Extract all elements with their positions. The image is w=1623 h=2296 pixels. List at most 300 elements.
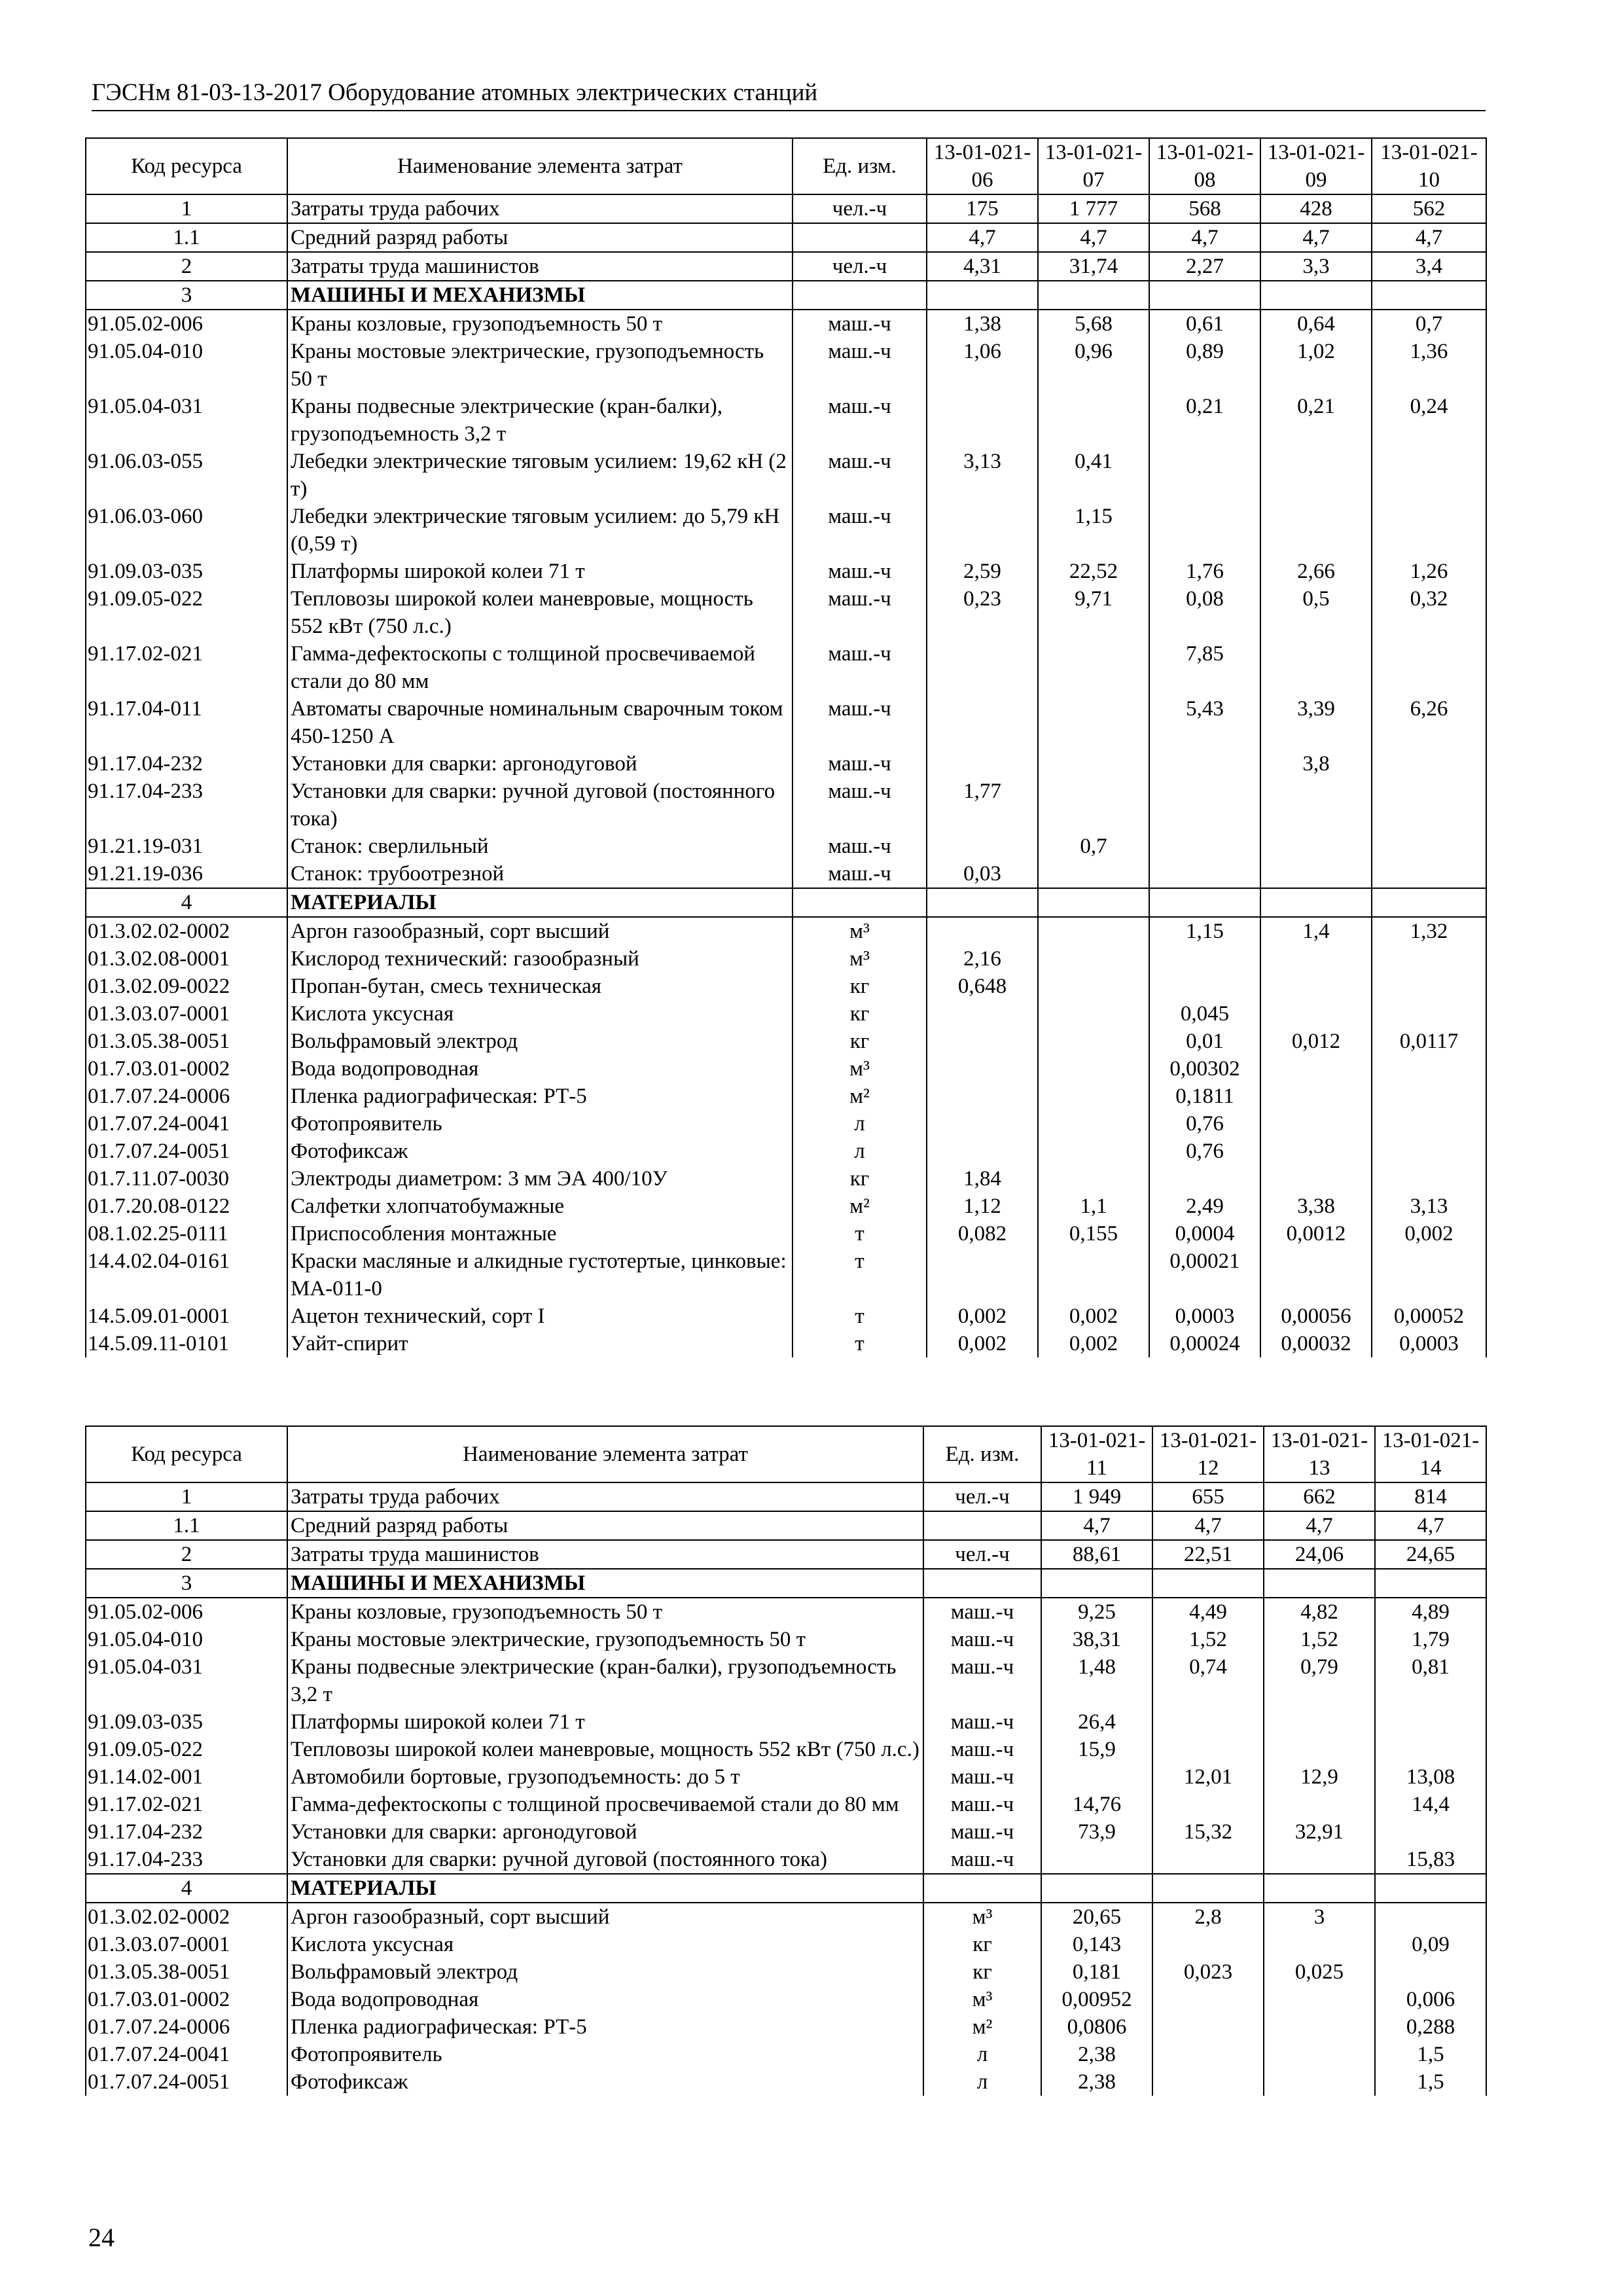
value-cell: [1260, 888, 1372, 917]
section-row: [86, 1874, 1486, 1903]
unit-cell: т: [793, 1302, 927, 1330]
value-cell: 1,52: [1152, 1626, 1264, 1653]
value-cell: 0,00056: [1260, 1302, 1372, 1330]
resource-name: Установки для сварки: ручной дуговой (постоянного тока): [287, 1846, 923, 1874]
unit-cell: л: [793, 1138, 927, 1165]
resource-name: Краны мостовые электрические, грузоподъемность 50 т: [287, 338, 793, 393]
resource-code: 91.21.19-036: [86, 860, 287, 888]
value-cell: [927, 750, 1038, 778]
unit-cell: л: [793, 1110, 927, 1138]
resource-name: Аргон газообразный, сорт высший: [287, 917, 793, 945]
value-cell: [1264, 1708, 1375, 1736]
value-cell: [1372, 973, 1486, 1000]
resource-code: 2: [86, 1540, 287, 1569]
value-cell: [1260, 1000, 1372, 1028]
value-cell: 31,74: [1038, 252, 1149, 281]
resource-code: 01.7.07.24-0041: [86, 2041, 287, 2068]
value-cell: 0,81: [1375, 1653, 1486, 1708]
value-cell: 4,31: [927, 252, 1038, 281]
value-cell: 2,8: [1152, 1903, 1264, 1931]
value-cell: [1152, 2041, 1264, 2068]
value-cell: 1,5: [1375, 2041, 1486, 2068]
resource-name: Краны козловые, грузоподъемность 50 т: [287, 1598, 923, 1626]
value-cell: [1372, 1247, 1486, 1302]
value-cell: [1372, 1165, 1486, 1193]
resource-code: 3: [86, 1569, 287, 1598]
resource-code: 91.17.02-021: [86, 640, 287, 695]
resource-name: Станок: сверлильный: [287, 833, 793, 860]
value-cell: 2,49: [1149, 1193, 1260, 1220]
table-row: [86, 1791, 1486, 1818]
table-body: [86, 1482, 1486, 2096]
value-cell: [1260, 778, 1372, 833]
resource-name: Фотопроявитель: [287, 2041, 923, 2068]
value-cell: 4,7: [1375, 1511, 1486, 1540]
value-cell: [1372, 778, 1486, 833]
value-cell: 4,82: [1264, 1598, 1375, 1626]
value-cell: [1372, 1000, 1486, 1028]
value-cell: [1152, 1846, 1264, 1874]
value-cell: [1375, 1736, 1486, 1763]
value-cell: [1149, 750, 1260, 778]
resource-name: Фотофиксаж: [287, 2068, 923, 2096]
value-cell: [927, 1138, 1038, 1165]
value-cell: [1149, 973, 1260, 1000]
value-cell: [1149, 860, 1260, 888]
unit-cell: [923, 1569, 1041, 1598]
value-cell: 0,00302: [1149, 1055, 1260, 1083]
resource-name: Салфетки хлопчатобумажные: [287, 1193, 793, 1220]
resource-code: 91.17.04-233: [86, 778, 287, 833]
value-cell: 22,51: [1152, 1540, 1264, 1569]
table-row: [86, 2041, 1486, 2068]
value-cell: [927, 1000, 1038, 1028]
resource-code: 01.7.07.24-0051: [86, 1138, 287, 1165]
value-cell: [1038, 750, 1149, 778]
value-cell: 0,181: [1041, 1958, 1152, 1986]
value-cell: [1038, 281, 1149, 310]
unit-cell: чел.-ч: [793, 252, 927, 281]
resource-name: Краны козловые, грузоподъемность 50 т: [287, 310, 793, 338]
resource-code: 91.21.19-031: [86, 833, 287, 860]
unit-cell: [923, 1874, 1041, 1903]
unit-cell: м³: [793, 917, 927, 945]
resource-code: 01.7.20.08-0122: [86, 1193, 287, 1220]
header-unit: Ед. изм.: [923, 1426, 1041, 1482]
value-cell: 0,5: [1260, 585, 1372, 640]
unit-cell: кг: [923, 1931, 1041, 1958]
unit-cell: маш.-ч: [923, 1626, 1041, 1653]
value-cell: 5,68: [1038, 310, 1149, 338]
table-row: [86, 973, 1486, 1000]
resource-code: 01.7.07.24-0041: [86, 1110, 287, 1138]
value-cell: 0,012: [1260, 1028, 1372, 1055]
value-cell: [927, 503, 1038, 558]
value-cell: [1041, 1763, 1152, 1791]
value-cell: [1375, 1958, 1486, 1986]
value-cell: 0,0117: [1372, 1028, 1486, 1055]
resource-name: Лебедки электрические тяговым усилием: до 5,79 кН (0,59 т): [287, 503, 793, 558]
value-cell: [1260, 1138, 1372, 1165]
value-cell: 0,24: [1372, 393, 1486, 448]
value-cell: [927, 888, 1038, 917]
table-row: [86, 1165, 1486, 1193]
value-cell: 4,7: [1152, 1511, 1264, 1540]
unit-cell: маш.-ч: [793, 338, 927, 393]
value-cell: 3,3: [1260, 252, 1372, 281]
unit-cell: маш.-ч: [793, 833, 927, 860]
value-cell: 3,4: [1372, 252, 1486, 281]
value-cell: [1038, 1000, 1149, 1028]
value-cell: 0,006: [1375, 1986, 1486, 2013]
value-cell: 14,76: [1041, 1791, 1152, 1818]
value-cell: [1375, 1708, 1486, 1736]
resource-name: Тепловозы широкой колеи маневровые, мощность 552 кВт (750 л.с.): [287, 585, 793, 640]
unit-cell: маш.-ч: [793, 778, 927, 833]
unit-cell: т: [793, 1330, 927, 1357]
value-cell: [1038, 1165, 1149, 1193]
table-row: [86, 2068, 1486, 2096]
value-cell: 0,0003: [1372, 1330, 1486, 1357]
unit-cell: маш.-ч: [923, 1763, 1041, 1791]
value-cell: [1149, 833, 1260, 860]
table-row: [86, 1482, 1486, 1511]
unit-cell: маш.-ч: [923, 1818, 1041, 1846]
resource-name: Кислота уксусная: [287, 1000, 793, 1028]
value-cell: 20,65: [1041, 1903, 1152, 1931]
value-cell: 0,01: [1149, 1028, 1260, 1055]
unit-cell: маш.-ч: [923, 1708, 1041, 1736]
table-row: [86, 1247, 1486, 1302]
value-cell: [1260, 945, 1372, 973]
resource-name: Уайт-спирит: [287, 1330, 793, 1357]
value-cell: [1260, 503, 1372, 558]
table-row: [86, 1110, 1486, 1138]
value-cell: [1372, 1055, 1486, 1083]
value-cell: 562: [1372, 194, 1486, 223]
value-cell: 26,4: [1041, 1708, 1152, 1736]
resource-name: Гамма-дефектоскопы с толщиной просвечиваемой стали до 80 мм: [287, 640, 793, 695]
value-cell: [1041, 1569, 1152, 1598]
value-cell: [1264, 2068, 1375, 2096]
resource-name: Пленка радиографическая: РТ-5: [287, 1083, 793, 1110]
resource-code: 91.17.04-011: [86, 695, 287, 750]
resource-name: Фотофиксаж: [287, 1138, 793, 1165]
table-row: [86, 585, 1486, 640]
value-cell: 814: [1375, 1482, 1486, 1511]
resource-code: 91.06.03-060: [86, 503, 287, 558]
unit-cell: кг: [793, 973, 927, 1000]
table-row: [86, 1083, 1486, 1110]
value-cell: 15,9: [1041, 1736, 1152, 1763]
value-cell: 15,83: [1375, 1846, 1486, 1874]
unit-cell: м³: [923, 1903, 1041, 1931]
resource-code: 4: [86, 888, 287, 917]
value-cell: 4,7: [1372, 223, 1486, 252]
resource-name: Установки для сварки: аргонодуговой: [287, 1818, 923, 1846]
value-cell: [1260, 1055, 1372, 1083]
unit-cell: м²: [793, 1193, 927, 1220]
value-cell: 2,38: [1041, 2068, 1152, 2096]
value-cell: [1038, 778, 1149, 833]
unit-cell: маш.-ч: [793, 695, 927, 750]
value-cell: 0,61: [1149, 310, 1260, 338]
resource-name: Тепловозы широкой колеи маневровые, мощность 552 кВт (750 л.с.): [287, 1736, 923, 1763]
section-row: [86, 281, 1486, 310]
value-cell: [1152, 1931, 1264, 1958]
resource-name: Краны подвесные электрические (кран-балки), грузоподъемность 3,2 т: [287, 1653, 923, 1708]
value-cell: [1264, 1931, 1375, 1958]
table-row: [86, 1540, 1486, 1569]
value-cell: [1152, 1569, 1264, 1598]
value-cell: [927, 1028, 1038, 1055]
value-cell: [927, 695, 1038, 750]
resource-code: 01.3.05.38-0051: [86, 1958, 287, 1986]
value-cell: 0,08: [1149, 585, 1260, 640]
resource-name: МАШИНЫ И МЕХАНИЗМЫ: [287, 281, 793, 310]
resource-code: 14.5.09.11-0101: [86, 1330, 287, 1357]
resource-code: 91.17.04-233: [86, 1846, 287, 1874]
value-cell: [1260, 1110, 1372, 1138]
value-cell: [1152, 2013, 1264, 2041]
value-cell: 0,7: [1372, 310, 1486, 338]
value-cell: 1,84: [927, 1165, 1038, 1193]
resource-name: Затраты труда машинистов: [287, 252, 793, 281]
resource-code: 01.7.07.24-0006: [86, 2013, 287, 2041]
value-cell: [1149, 448, 1260, 503]
resource-code: 01.7.03.01-0002: [86, 1986, 287, 2013]
table-row: [86, 1138, 1486, 1165]
value-cell: [1264, 1569, 1375, 1598]
value-cell: 0,0003: [1149, 1302, 1260, 1330]
value-cell: [1372, 945, 1486, 973]
resource-name: Средний разряд работы: [287, 223, 793, 252]
resource-code: 01.3.02.02-0002: [86, 917, 287, 945]
value-cell: [1260, 281, 1372, 310]
value-cell: [1372, 888, 1486, 917]
table-row: [86, 750, 1486, 778]
resource-name: Краны подвесные электрические (кран-балки), грузоподъемность 3,2 т: [287, 393, 793, 448]
value-cell: 3,38: [1260, 1193, 1372, 1220]
table-row: [86, 1708, 1486, 1736]
value-cell: [1264, 2041, 1375, 2068]
table-row: [86, 640, 1486, 695]
value-cell: [1372, 860, 1486, 888]
value-cell: [1038, 917, 1149, 945]
value-cell: [1038, 945, 1149, 973]
value-cell: 0,09: [1375, 1931, 1486, 1958]
resource-code: 1.1: [86, 223, 287, 252]
table-row: [86, 1763, 1486, 1791]
table-row: [86, 1958, 1486, 1986]
resource-name: Ацетон технический, сорт I: [287, 1302, 793, 1330]
value-cell: [1152, 1874, 1264, 1903]
unit-cell: маш.-ч: [923, 1653, 1041, 1708]
table-row: [86, 1931, 1486, 1958]
value-cell: [1149, 778, 1260, 833]
value-cell: [1038, 640, 1149, 695]
value-cell: [1264, 1846, 1375, 1874]
resource-name: Гамма-дефектоскопы с толщиной просвечиваемой стали до 80 мм: [287, 1791, 923, 1818]
resource-name: Пленка радиографическая: РТ-5: [287, 2013, 923, 2041]
value-cell: 38,31: [1041, 1626, 1152, 1653]
table-row: [86, 1028, 1486, 1055]
value-cell: [1152, 2068, 1264, 2096]
value-cell: [1264, 1874, 1375, 1903]
value-cell: 4,7: [1149, 223, 1260, 252]
value-cell: [1264, 1986, 1375, 2013]
value-cell: [1372, 1083, 1486, 1110]
resource-name: Средний разряд работы: [287, 1511, 923, 1540]
value-cell: [1372, 640, 1486, 695]
unit-cell: м³: [793, 1055, 927, 1083]
unit-cell: маш.-ч: [793, 558, 927, 585]
value-cell: 13,08: [1375, 1763, 1486, 1791]
value-cell: 428: [1260, 194, 1372, 223]
resource-name: Вольфрамовый электрод: [287, 1958, 923, 1986]
resource-code: 91.05.04-031: [86, 1653, 287, 1708]
resource-name: Затраты труда рабочих: [287, 194, 793, 223]
table-row: [86, 917, 1486, 945]
value-cell: 0,002: [1038, 1330, 1149, 1357]
value-cell: 0,00032: [1260, 1330, 1372, 1357]
resource-name: Краны мостовые электрические, грузоподъемность 50 т: [287, 1626, 923, 1653]
unit-cell: маш.-ч: [923, 1736, 1041, 1763]
table-row: [86, 695, 1486, 750]
value-cell: 2,38: [1041, 2041, 1152, 2068]
document-header: [92, 77, 1486, 111]
table-row: [86, 778, 1486, 833]
value-cell: 0,21: [1149, 393, 1260, 448]
value-cell: 1,79: [1375, 1626, 1486, 1653]
resource-code: 01.7.11.07-0030: [86, 1165, 287, 1193]
value-cell: 24,06: [1264, 1540, 1375, 1569]
value-cell: 1,5: [1375, 2068, 1486, 2096]
value-cell: 24,65: [1375, 1540, 1486, 1569]
resource-code: 91.09.03-035: [86, 1708, 287, 1736]
value-cell: 0,96: [1038, 338, 1149, 393]
value-cell: [1038, 1110, 1149, 1138]
value-cell: 175: [927, 194, 1038, 223]
value-cell: 4,7: [927, 223, 1038, 252]
value-cell: 0,41: [1038, 448, 1149, 503]
value-cell: [1260, 640, 1372, 695]
value-cell: 0,79: [1264, 1653, 1375, 1708]
value-cell: [1375, 1903, 1486, 1931]
unit-cell: [793, 281, 927, 310]
header-col: 13-01-021-10: [1372, 138, 1486, 194]
value-cell: 0,89: [1149, 338, 1260, 393]
unit-cell: [793, 888, 927, 917]
table-row: [86, 833, 1486, 860]
value-cell: [1149, 281, 1260, 310]
resource-name: Приспособления монтажные: [287, 1220, 793, 1247]
resource-code: 08.1.02.25-0111: [86, 1220, 287, 1247]
resource-code: 91.09.05-022: [86, 1736, 287, 1763]
resource-name: Затраты труда машинистов: [287, 1540, 923, 1569]
value-cell: 1 949: [1041, 1482, 1152, 1511]
value-cell: [1260, 833, 1372, 860]
resource-code: 91.09.05-022: [86, 585, 287, 640]
table-row: [86, 393, 1486, 448]
value-cell: 1,02: [1260, 338, 1372, 393]
header-unit: Ед. изм.: [793, 138, 927, 194]
value-cell: [1038, 1138, 1149, 1165]
value-cell: 662: [1264, 1482, 1375, 1511]
unit-cell: [923, 1511, 1041, 1540]
resource-code: 1: [86, 1482, 287, 1511]
value-cell: [1375, 1874, 1486, 1903]
value-cell: [1264, 1791, 1375, 1818]
value-cell: 3,13: [927, 448, 1038, 503]
value-cell: 0,002: [927, 1330, 1038, 1357]
value-cell: [1375, 1818, 1486, 1846]
value-cell: 0,64: [1260, 310, 1372, 338]
value-cell: 7,85: [1149, 640, 1260, 695]
table-row: [86, 503, 1486, 558]
resource-name: МАТЕРИАЛЫ: [287, 888, 793, 917]
value-cell: 2,59: [927, 558, 1038, 585]
table-row: [86, 1193, 1486, 1220]
unit-cell: чел.-ч: [923, 1482, 1041, 1511]
unit-cell: кг: [793, 1028, 927, 1055]
resource-code: 91.17.04-232: [86, 750, 287, 778]
value-cell: [1038, 1028, 1149, 1055]
value-cell: [1264, 1736, 1375, 1763]
value-cell: 568: [1149, 194, 1260, 223]
table-header-row: [86, 138, 1486, 194]
value-cell: 1,15: [1038, 503, 1149, 558]
resource-code: 14.5.09.01-0001: [86, 1302, 287, 1330]
unit-cell: м²: [923, 2013, 1041, 2041]
header-col: 13-01-021-06: [927, 138, 1038, 194]
resource-name: Установки для сварки: аргонодуговой: [287, 750, 793, 778]
resource-code: 01.3.03.07-0001: [86, 1000, 287, 1028]
value-cell: 22,52: [1038, 558, 1149, 585]
unit-cell: маш.-ч: [793, 860, 927, 888]
header-col: 13-01-021-13: [1264, 1426, 1375, 1482]
resource-code: 01.7.07.24-0051: [86, 2068, 287, 2096]
unit-cell: кг: [793, 1000, 927, 1028]
resource-name: Фотопроявитель: [287, 1110, 793, 1138]
value-cell: 0,76: [1149, 1110, 1260, 1138]
table-row: [86, 1653, 1486, 1708]
table-row: [86, 1302, 1486, 1330]
value-cell: 0,155: [1038, 1220, 1149, 1247]
table-row: [86, 310, 1486, 338]
unit-cell: маш.-ч: [923, 1846, 1041, 1874]
resource-code: 01.3.03.07-0001: [86, 1931, 287, 1958]
value-cell: 1,15: [1149, 917, 1260, 945]
value-cell: 1,48: [1041, 1653, 1152, 1708]
value-cell: 9,71: [1038, 585, 1149, 640]
value-cell: [1152, 1791, 1264, 1818]
unit-cell: маш.-ч: [793, 640, 927, 695]
resource-code: 2: [86, 252, 287, 281]
resource-code: 1.1: [86, 1511, 287, 1540]
resource-code: 91.09.03-035: [86, 558, 287, 585]
unit-cell: маш.-ч: [923, 1598, 1041, 1626]
value-cell: 3,39: [1260, 695, 1372, 750]
value-cell: [1260, 973, 1372, 1000]
unit-cell: маш.-ч: [923, 1791, 1041, 1818]
value-cell: [1038, 888, 1149, 917]
value-cell: [1375, 1569, 1486, 1598]
value-cell: [1041, 1874, 1152, 1903]
unit-cell: маш.-ч: [793, 448, 927, 503]
value-cell: 2,16: [927, 945, 1038, 973]
resource-name: Лебедки электрические тяговым усилием: 19,62 кН (2 т): [287, 448, 793, 503]
